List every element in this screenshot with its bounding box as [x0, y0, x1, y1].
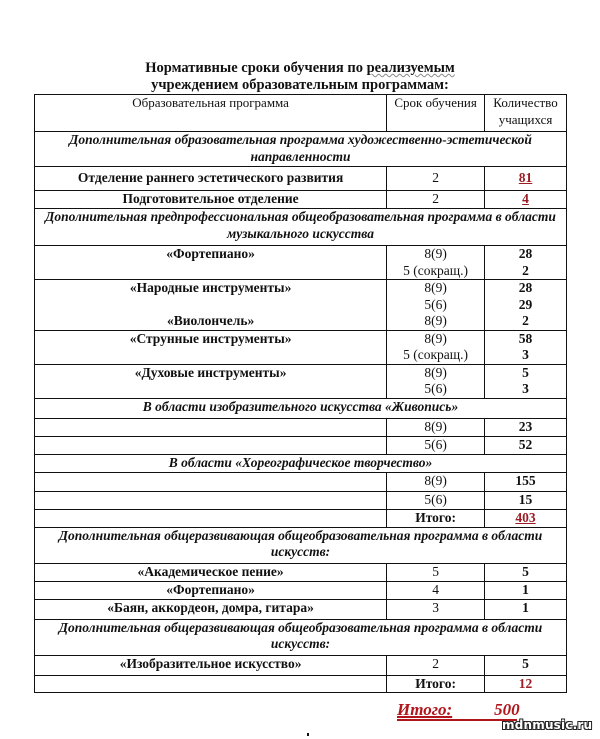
table-row — [35, 330, 567, 364]
section-title: В области изобразительного искусства «Живопись» — [35, 398, 567, 418]
term-value: 5(6) — [387, 436, 485, 454]
header-program: Образовательная программа — [35, 95, 387, 132]
count-value: 81 — [485, 167, 567, 191]
term-value: 4 — [387, 581, 485, 599]
table-header-row — [35, 95, 567, 132]
table-row — [35, 191, 567, 209]
term-value: 3 — [387, 599, 485, 619]
total-row — [35, 509, 567, 527]
count-value: 15 — [485, 491, 567, 509]
programs-table — [34, 94, 567, 693]
spellcheck-word: реализуемым — [366, 60, 455, 76]
title-line-1: Нормативные сроки обучения по реализуемым — [145, 60, 455, 76]
page-dot — [307, 733, 309, 736]
grand-total-label: Итого: — [397, 700, 453, 719]
program-name: Отделение раннего эстетического развития — [35, 167, 387, 191]
term-value: 5(6) — [387, 491, 485, 509]
table-row — [35, 491, 567, 509]
program-name: «Народные инструменты» «Виолончель» — [35, 280, 387, 331]
section-title: Дополнительная образовательная программа художественно-эстетической направленности — [35, 132, 567, 167]
section-row — [35, 132, 567, 167]
section-title: Дополнительная общеразвивающая общеобразовательная программа в области искусств: — [35, 527, 567, 563]
term-value: 8(9) 5 (сокращ.) — [387, 246, 485, 280]
program-name — [35, 675, 387, 693]
term-value: 8(9) 5(6) — [387, 364, 485, 398]
count-value: 5 — [485, 563, 567, 581]
title-line-2: учреждением образовательным программам: — [151, 77, 449, 93]
table-row — [35, 167, 567, 191]
term-value: 2 — [387, 191, 485, 209]
program-name — [35, 509, 387, 527]
count-value: 4 — [485, 191, 567, 209]
program-name — [35, 491, 387, 509]
count-value: 52 — [485, 436, 567, 454]
program-name: «Струнные инструменты» — [35, 330, 387, 364]
program-name — [35, 436, 387, 454]
table-row — [35, 472, 567, 491]
document-title — [0, 60, 600, 94]
program-name — [35, 472, 387, 491]
table-row — [35, 364, 567, 398]
table-row — [35, 280, 567, 331]
term-value: 2 — [387, 167, 485, 191]
program-name — [35, 418, 387, 436]
count-value: 58 3 — [485, 330, 567, 364]
count-value: 1 — [485, 581, 567, 599]
table-row — [35, 246, 567, 280]
table-row — [35, 418, 567, 436]
header-count: Количество учащихся — [485, 95, 567, 132]
term-value: 8(9) — [387, 418, 485, 436]
table-row — [35, 436, 567, 454]
program-name: «Академическое пение» — [35, 563, 387, 581]
count-value: 28 2 — [485, 246, 567, 280]
total-label: Итого: — [387, 675, 485, 693]
program-name: Подготовительное отделение — [35, 191, 387, 209]
grand-total-value: 500 — [494, 700, 520, 719]
count-value: 1 — [485, 599, 567, 619]
total-value: 403 — [485, 509, 567, 527]
header-term: Срок обучения — [387, 95, 485, 132]
term-value: 8(9) — [387, 472, 485, 491]
program-name: «Духовые инструменты» — [35, 364, 387, 398]
watermark: mdnmusic.ru — [502, 718, 593, 732]
table-row — [35, 655, 567, 675]
total-row — [35, 675, 567, 693]
table-row — [35, 599, 567, 619]
term-value: 8(9) 5(6) 8(9) — [387, 280, 485, 331]
program-name: «Изобразительное искусство» — [35, 655, 387, 675]
count-value: 155 — [485, 472, 567, 491]
total-value: 12 — [485, 675, 567, 693]
term-value: 8(9) 5 (сокращ.) — [387, 330, 485, 364]
grand-total — [397, 700, 520, 720]
table-row — [35, 581, 567, 599]
section-row — [35, 527, 567, 563]
section-title: Дополнительная общеразвивающая общеобразовательная программа в области искусств: — [35, 619, 567, 655]
program-name: «Фортепиано» — [35, 246, 387, 280]
section-row — [35, 209, 567, 246]
program-name-cello: «Виолончель» — [166, 313, 255, 328]
program-name: «Баян, аккордеон, домра, гитара» — [35, 599, 387, 619]
section-row — [35, 398, 567, 418]
section-row — [35, 454, 567, 472]
count-value: 5 — [485, 655, 567, 675]
term-value: 2 — [387, 655, 485, 675]
grand-total-underline — [397, 719, 517, 721]
count-value: 5 3 — [485, 364, 567, 398]
total-label: Итого: — [387, 509, 485, 527]
section-row — [35, 619, 567, 655]
table-row — [35, 563, 567, 581]
term-value: 5 — [387, 563, 485, 581]
count-value: 23 — [485, 418, 567, 436]
section-title: Дополнительная предпрофессиональная общеобразовательная программа в области музыкального искусства — [35, 209, 567, 246]
program-name: «Фортепиано» — [35, 581, 387, 599]
section-title: В области «Хореографическое творчество» — [35, 454, 567, 472]
count-value: 28 29 2 — [485, 280, 567, 331]
